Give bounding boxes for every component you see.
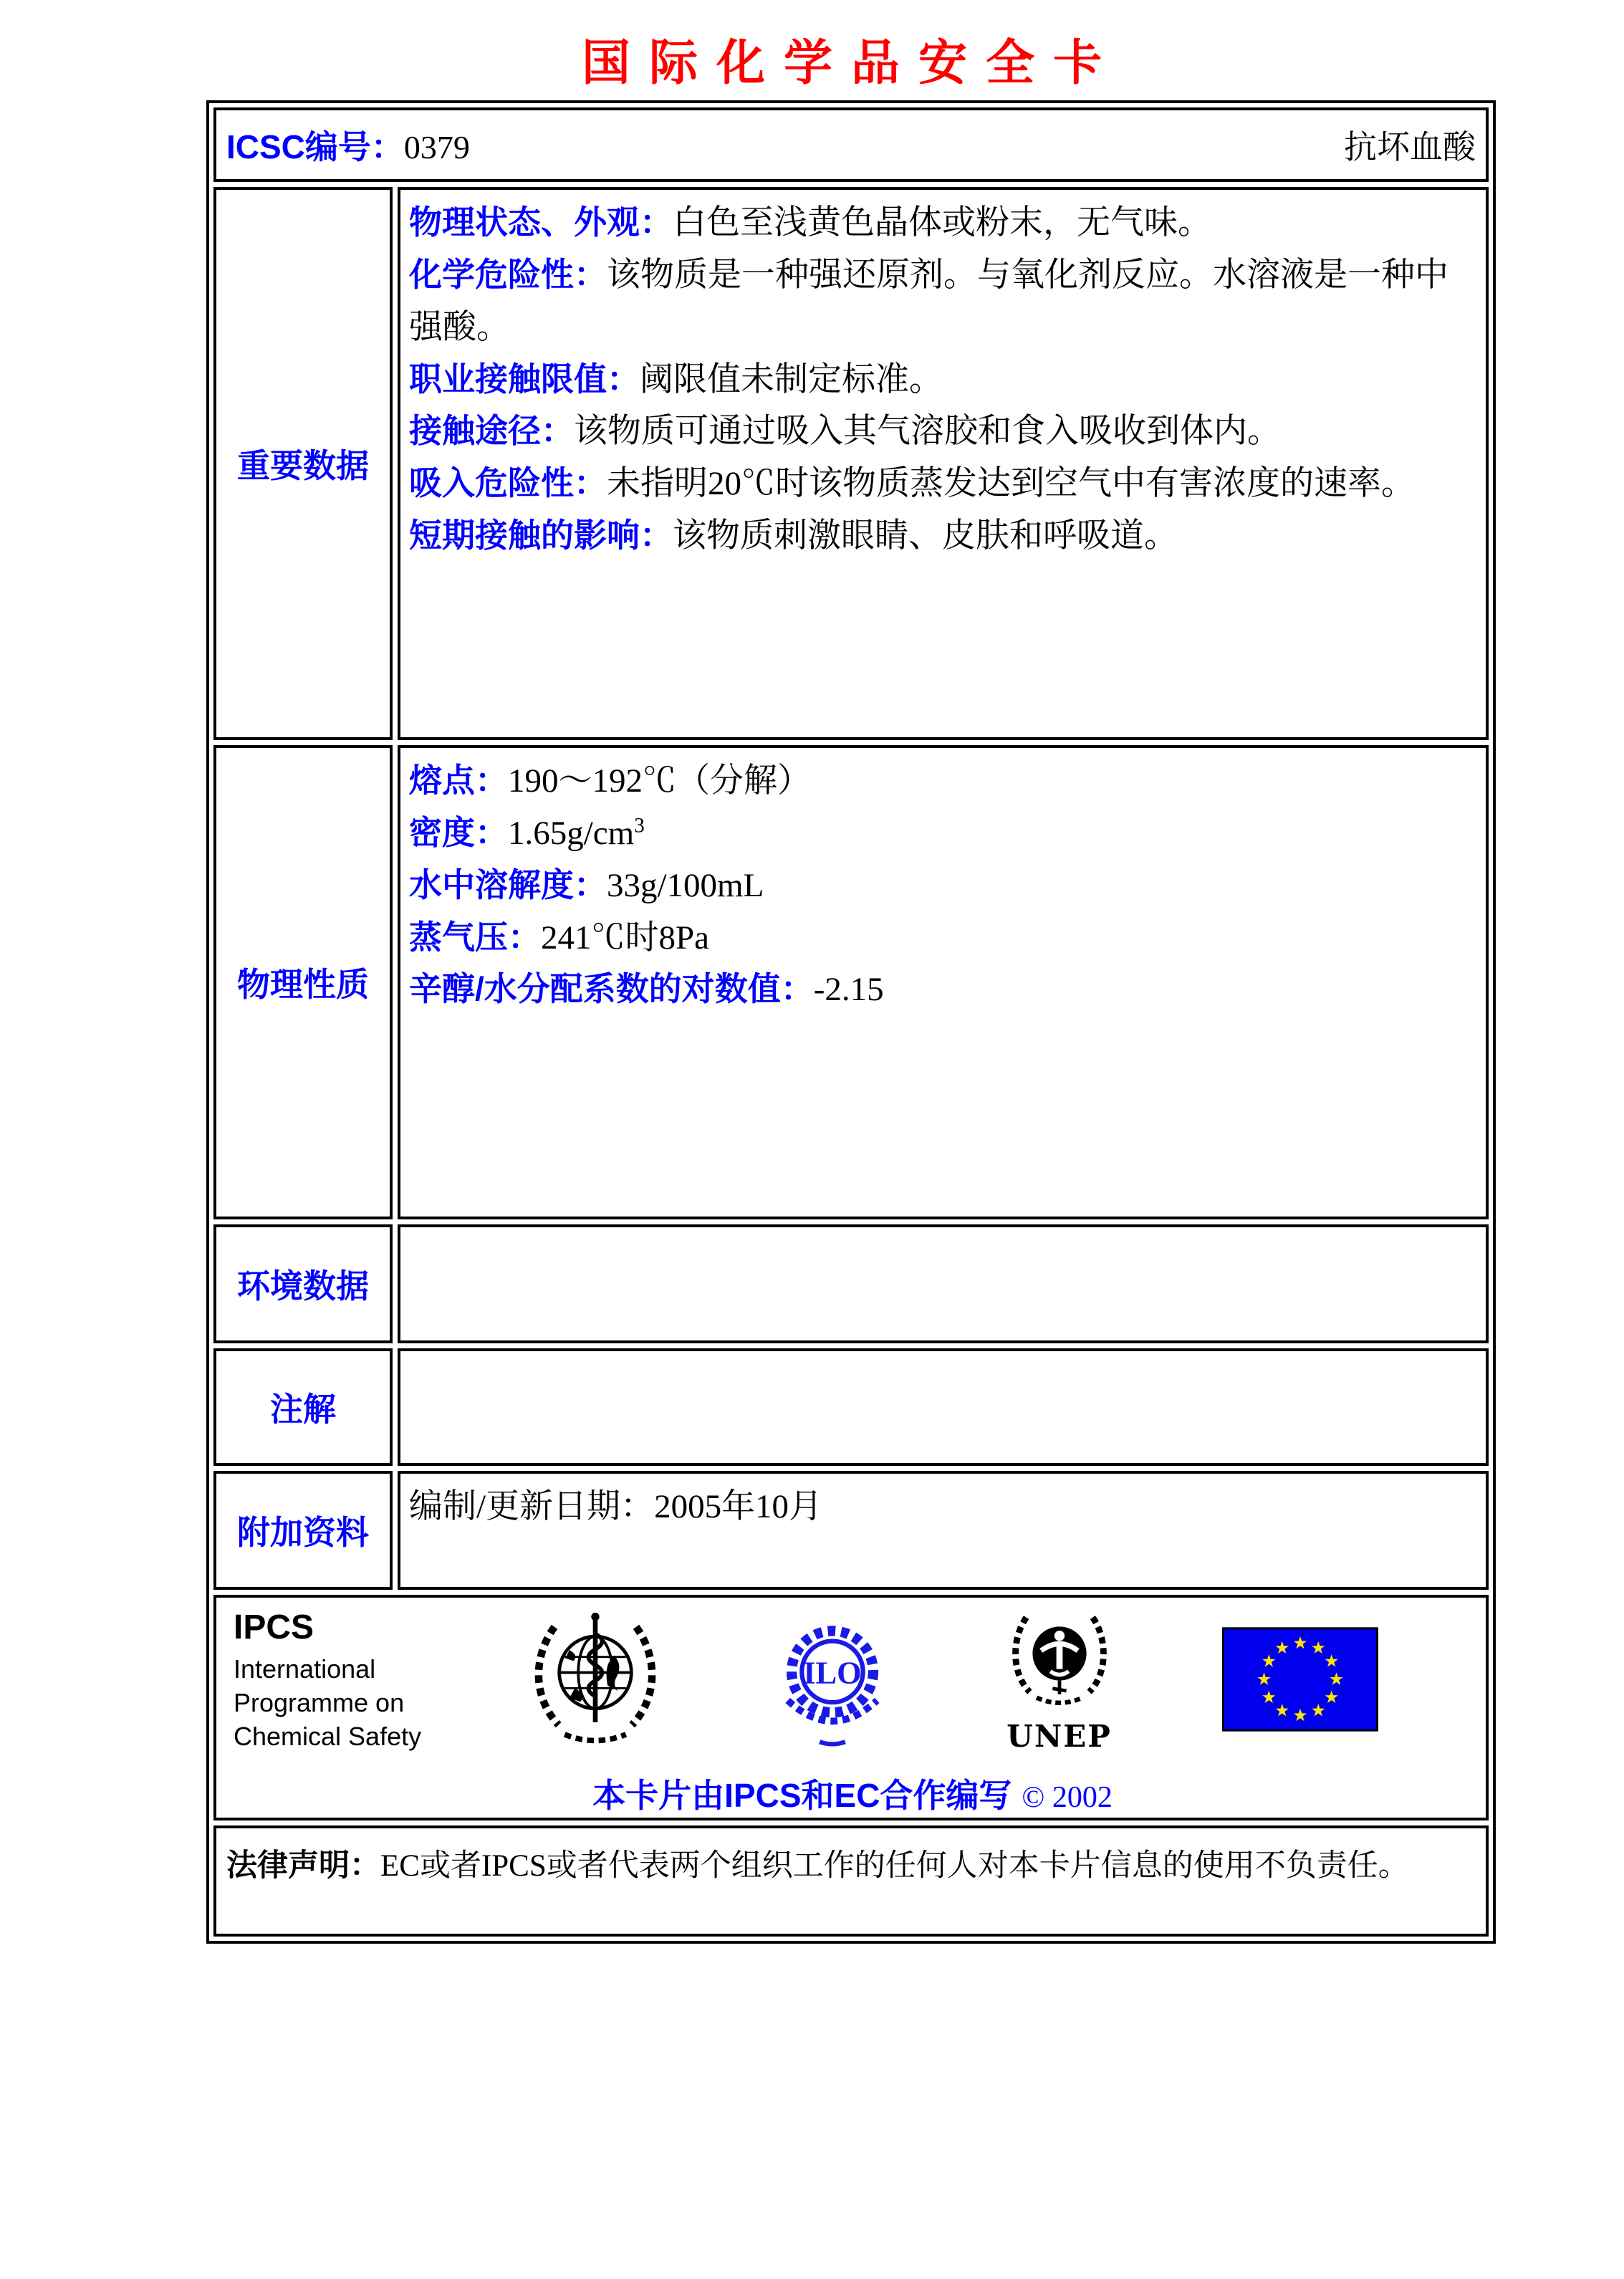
item-label: 蒸气压： <box>409 918 541 956</box>
cooperation-caption <box>234 1770 1471 1817</box>
important-data-item <box>409 249 1479 354</box>
item-text: 1.65g/cm <box>508 814 635 852</box>
ipcs-line: Programme on <box>234 1687 405 1717</box>
physical-property-item <box>409 912 1479 964</box>
important-data-item <box>409 354 1479 406</box>
item-label: 辛醇/水分配系数的对数值： <box>409 970 814 1008</box>
item-text: 阈限值未制定标准。 <box>640 360 943 398</box>
physical-property-item <box>409 807 1479 860</box>
environmental-data-label-text: 环境数据 <box>237 1267 369 1305</box>
item-text: 33g/100mL <box>607 866 764 904</box>
additional-info-content <box>398 1471 1489 1590</box>
environmental-data-content <box>398 1224 1489 1343</box>
header-box <box>213 107 1489 182</box>
eu-flag-icon <box>1222 1627 1378 1732</box>
item-label: 化学危险性： <box>409 255 607 293</box>
physical-property-item <box>409 755 1479 807</box>
legal-label: 法律声明： <box>226 1848 380 1883</box>
ipcs-text-block <box>234 1608 421 1753</box>
item-text: -2.15 <box>813 971 884 1009</box>
legal-box <box>213 1825 1489 1937</box>
notes-label-text: 注解 <box>270 1391 336 1428</box>
item-label: 密度： <box>409 813 508 851</box>
environmental-data-row <box>213 1224 1489 1343</box>
physical-properties-label-text: 物理性质 <box>237 966 369 1003</box>
header-row <box>213 107 1489 182</box>
item-text: 白色至浅黄色晶体或粉末，无气味。 <box>673 204 1211 241</box>
physical-property-item <box>409 964 1479 1016</box>
ilo-logo-icon <box>769 1610 896 1750</box>
item-text: 该物质刺激眼睛、皮肤和呼吸道。 <box>673 517 1178 555</box>
physical-property-item <box>409 860 1479 912</box>
item-label: 职业接触限值： <box>409 360 640 398</box>
item-label: 熔点： <box>409 762 508 799</box>
ilo-letters: ILO <box>803 1654 862 1690</box>
caption-text: 本卡片由IPCS和EC合作编写 <box>592 1777 1012 1814</box>
icsc-number-value: 0379 <box>403 129 470 165</box>
who-logo-icon <box>527 1608 663 1751</box>
item-label: 水中溶解度： <box>409 865 607 903</box>
physical-properties-content <box>398 745 1489 1219</box>
item-label: 物理状态、外观： <box>409 203 673 241</box>
item-text: 该物质是一种强还原剂。与氧化剂反应。水溶液是一种中强酸。 <box>409 256 1448 346</box>
item-text: 未指明20℃时该物质蒸发达到空气中有害浓度的速率。 <box>607 465 1415 503</box>
icsc-card <box>206 100 1496 1944</box>
update-date-item <box>409 1481 1479 1533</box>
update-date-label: 编制/更新日期： <box>409 1488 655 1525</box>
icsc-number-label: ICSC编号： <box>226 128 404 165</box>
organizations-row <box>213 1595 1489 1820</box>
important-data-item <box>409 197 1479 249</box>
item-text: 190～192℃（分解） <box>508 762 811 800</box>
important-data-label-text: 重要数据 <box>237 447 369 484</box>
item-label: 接触途径： <box>409 412 574 450</box>
update-date-value: 2005年10月 <box>654 1488 823 1525</box>
chemical-name: 抗坏血酸 <box>1344 129 1476 165</box>
legal-row <box>213 1825 1489 1937</box>
item-text: 241℃时8Pa <box>541 918 709 956</box>
important-data-item <box>409 406 1479 458</box>
physical-properties-row <box>213 745 1489 1219</box>
notes-section-label <box>213 1348 393 1466</box>
notes-row <box>213 1348 1489 1466</box>
notes-content <box>398 1348 1489 1466</box>
item-text: 该物质可通过吸入其气溶胶和食入吸收到体内。 <box>574 413 1281 451</box>
unep-block <box>1002 1605 1117 1754</box>
unep-logo-icon <box>1002 1605 1117 1719</box>
legal-text: EC或者IPCS或者代表两个组织工作的任何人对本卡片信息的使用不负责任。 <box>380 1849 1409 1883</box>
ipcs-line: Chemical Safety <box>234 1721 422 1751</box>
copyright-text: © 2002 <box>1022 1781 1113 1814</box>
additional-info-label-text: 附加资料 <box>237 1514 369 1551</box>
important-data-section-label <box>213 187 393 740</box>
additional-info-row <box>213 1471 1489 1590</box>
item-label: 短期接触的影响： <box>409 517 673 555</box>
environmental-data-section-label <box>213 1224 393 1343</box>
important-data-content <box>398 187 1489 740</box>
page-title: 国际化学品安全卡 <box>581 34 1120 92</box>
item-superscript: 3 <box>634 814 645 838</box>
additional-info-section-label <box>213 1471 393 1590</box>
organizations-box <box>213 1595 1489 1820</box>
unep-label: UNEP <box>1006 1719 1112 1754</box>
ipcs-acronym: IPCS <box>234 1608 314 1646</box>
important-data-item <box>409 458 1479 510</box>
important-data-row <box>213 187 1489 740</box>
ipcs-line: International <box>234 1654 376 1684</box>
logos-strip <box>234 1608 1471 1754</box>
physical-properties-section-label <box>213 745 393 1219</box>
item-label: 吸入危险性： <box>409 464 607 502</box>
important-data-item <box>409 510 1479 562</box>
icsc-number-group <box>226 121 470 168</box>
